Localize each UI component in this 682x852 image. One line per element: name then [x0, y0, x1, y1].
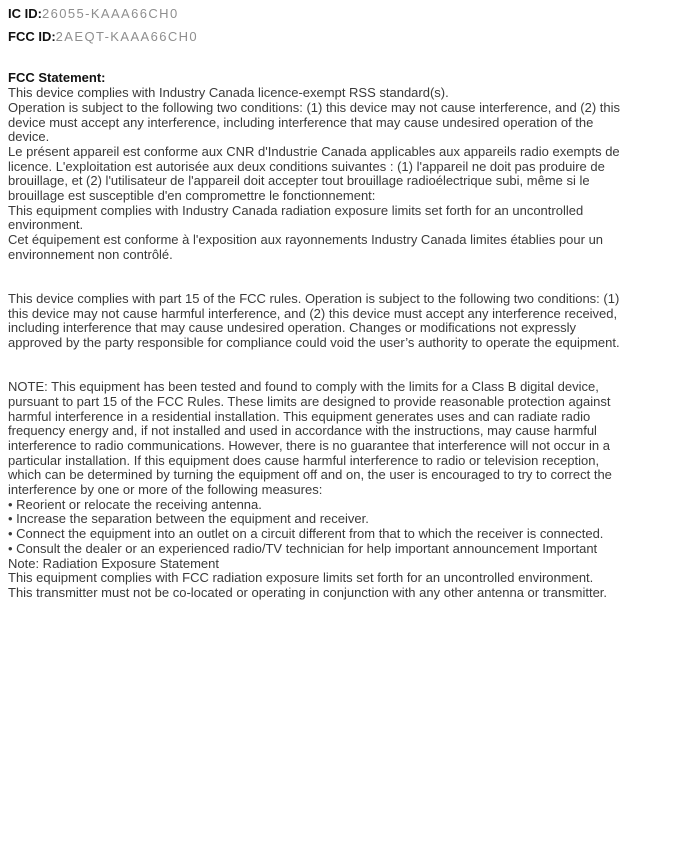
blank-line	[8, 263, 676, 278]
text-line: harmful interference in a residential installation. This equipment generates uses and can radiate radio	[8, 408, 591, 424]
text-line: device must accept any interference, including interference that may cause undesired operation of the	[8, 114, 594, 130]
text-line: interference by one or more of the following measures:	[8, 482, 323, 498]
ic-id-line	[8, 7, 676, 22]
text-line: which can be determined by turning the equipment off and on, the user is encouraged to try to correct the	[8, 467, 612, 483]
fcc-id-value: 2AEQT-KAAA66CH0	[55, 28, 199, 44]
text-line: This equipment complies with FCC radiation exposure limits set forth for an uncontrolled environment.	[8, 570, 594, 586]
text-line: Operation is subject to the following two conditions: (1) this device may not cause interference, and (2) this	[8, 99, 621, 115]
text-line: This device complies with Industry Canada licence-exempt RSS standard(s).	[8, 85, 449, 101]
ic-id-label: IC ID:	[8, 6, 42, 21]
text-line: device.	[8, 129, 50, 145]
text-line: • Reorient or relocate the receiving antenna.	[8, 496, 262, 512]
fcc-id-label: FCC ID:	[8, 28, 56, 44]
text-line: Le présent appareil est conforme aux CNR d'Industrie Canada applicables aux appareils radio exempts de	[8, 143, 620, 159]
text-line: brouillage est susceptible d'en compromettre le fonctionnement:	[8, 188, 376, 204]
text-line: interference to radio communications. However, there is no guarantee that interference will not occur in a	[8, 437, 610, 453]
text-line: particular installation. If this equipment does cause harmful interference to radio or television reception,	[8, 452, 600, 468]
text-line: This transmitter must not be co-located or operating in conjunction with any other antenna or transmitter.	[8, 584, 608, 600]
text-line: licence. L'exploitation est autorisée aux deux conditions suivantes : (1) l'appareil ne doit pas produire de	[8, 158, 605, 174]
text-line: approved by the party responsible for compliance could void the user’s authority to operate the equipment.	[8, 335, 620, 351]
blank-line	[8, 351, 676, 366]
fcc-statement-heading: FCC Statement:	[8, 70, 106, 86]
fcc-id-line	[8, 30, 676, 45]
text-line: frequency energy and, if not installed and used in accordance with the instructions, may cause harmful	[8, 423, 597, 439]
blank-line	[8, 365, 676, 380]
text-line: including interference that may cause undesired operation. Changes or modifications not expressly	[8, 320, 576, 336]
text-line: • Consult the dealer or an experienced radio/TV technician for help important announcement Important	[8, 540, 598, 556]
text-line: This device complies with part 15 of the FCC rules. Operation is subject to the following two conditions: (1)	[8, 290, 620, 306]
text-line: • Connect the equipment into an outlet on a circuit different from that to which the receiver is connected.	[8, 526, 604, 542]
text-line: • Increase the separation between the equipment and receiver.	[8, 511, 369, 527]
text-line: pursuant to part 15 of the FCC Rules. These limits are designed to provide reasonable protection against	[8, 393, 611, 409]
text-line: NOTE: This equipment has been tested and found to comply with the limits for a Class B digital device,	[8, 379, 599, 395]
text-line: This equipment complies with Industry Canada radiation exposure limits set forth for an uncontrolled	[8, 202, 584, 218]
blank-line	[8, 277, 676, 292]
ic-id-value: 26055-KAAA66CH0	[41, 6, 179, 21]
text-line: Note: Radiation Exposure Statement	[8, 555, 220, 571]
text-line: this device may not cause harmful interference, and (2) this device must accept any interference received,	[8, 305, 618, 321]
text-line: environnement non contrôlé.	[8, 246, 173, 262]
text-line: environment.	[8, 217, 84, 233]
text-line: brouillage, et (2) l'utilisateur de l'appareil doit accepter tout brouillage radioélectrique subi, même si le	[8, 173, 590, 189]
text-line: Cet équipement est conforme à l'exposition aux rayonnements Industry Canada limites établies pour un	[8, 232, 604, 248]
statement-body	[8, 86, 676, 601]
